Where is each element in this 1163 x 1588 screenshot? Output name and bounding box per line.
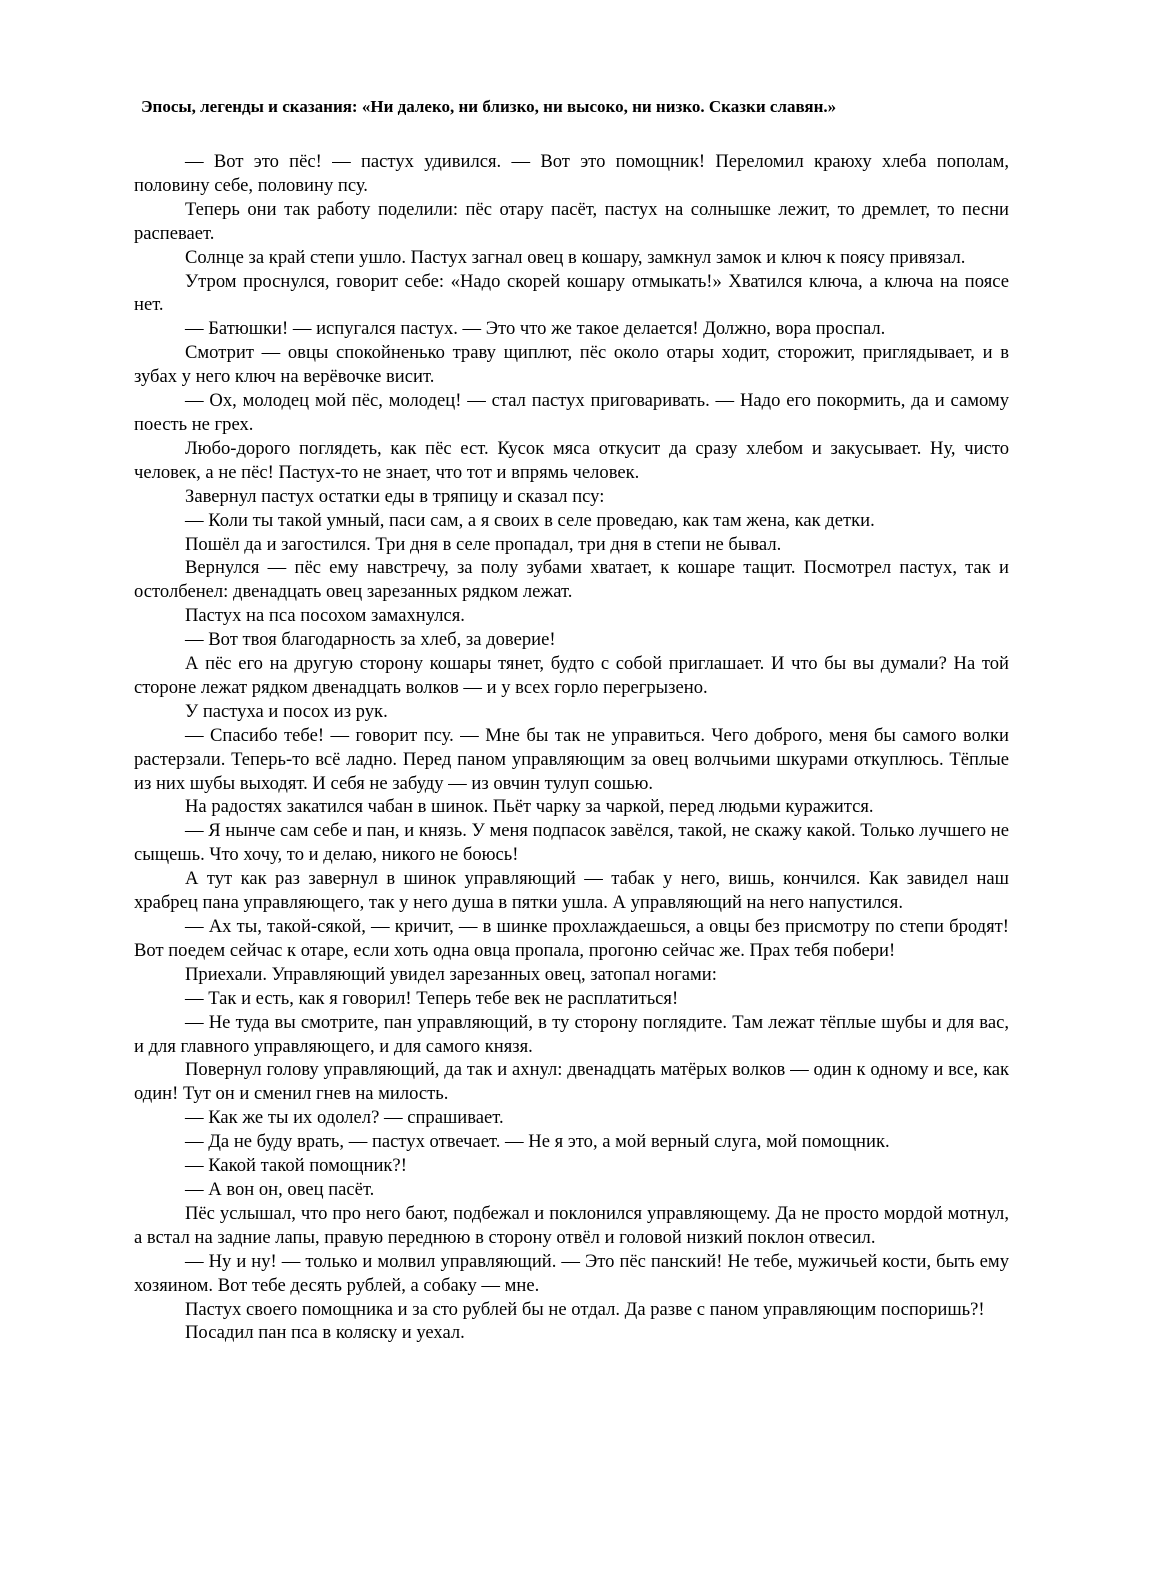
paragraph: — Так и есть, как я говорил! Теперь тебе век не расплатиться!	[185, 987, 679, 1009]
paragraph: — Не туда вы смотрите, пан управляющий, в ту сторону поглядите. Там лежат тёплые шубы и для вас, и для главного управляющего, и для самого князя.	[134, 1011, 1009, 1057]
paragraph: Любо-дорого поглядеть, как пёс ест. Кусок мяса откусит да сразу хлебом и закусывает. Ну, чисто человек, а не пёс! Пастух-то не знает, что тот и впрямь человек.	[134, 437, 1009, 483]
paragraph: — Ох, молодец мой пёс, молодец! — стал пастух приговаривать. — Надо его покормить, да и самому поесть не грех.	[134, 390, 1009, 435]
paragraph: — А вон он, овец пасёт.	[185, 1178, 375, 1200]
running-header: Эпосы, легенды и сказания: «Ни далеко, ни близко, ни высоко, ни низко. Сказки славян.»	[141, 97, 837, 116]
paragraph: — Вот это пёс! — пастух удивился. — Вот это помощник! Переломил краюху хлеба пополам, половину себе, половину псу.	[134, 151, 1009, 196]
story-text	[134, 150, 1009, 1345]
paragraph: Солнце за край степи ушло. Пастух загнал овец в кошару, замкнул замок и ключ к поясу привязал.	[185, 246, 966, 268]
paragraph: — Спасибо тебе! — говорит псу. — Мне бы так не управиться. Чего доброго, меня бы самого волки растерзали. Теперь-то всё ладно. Перед паном управляющим за овец волчьими шкурами откуплюсь. Тёплые из них шубы выходят. И себя не забуду — из овчин тулуп сошью.	[134, 724, 1009, 794]
paragraph: — Да не буду врать, — пастух отвечает. — Не я это, а мой верный слуга, мой помощник.	[185, 1131, 890, 1153]
paragraph: — Вот твоя благодарность за хлеб, за доверие!	[185, 629, 556, 651]
paragraph: А тут как раз завернул в шинок управляющий — табак у него, вишь, кончился. Как завидел наш храбрец пана управляющего, так у него душа в пятки ушла. А управляющий на него напустился.	[134, 868, 1009, 914]
paragraph: — Коли ты такой умный, паси сам, а я своих в селе проведаю, как там жена, как детки.	[185, 509, 875, 531]
paragraph: — Как же ты их одолел? — спрашивает.	[185, 1107, 504, 1129]
paragraph: А пёс его на другую сторону кошары тянет, будто с собой приглашает. И что бы вы думали? На той стороне лежат рядком двенадцать волков — и у всех горло перегрызено.	[134, 653, 1009, 698]
paragraph: Вернулся — пёс ему навстречу, за полу зубами хватает, к кошаре тащит. Посмотрел пастух, так и остолбенел: двенадцать овец зарезанных рядком лежат.	[134, 557, 1009, 603]
paragraph: Пастух своего помощника и за сто рублей бы не отдал. Да разве с паном управляющим поспоришь?!	[185, 1298, 985, 1320]
paragraph: — Какой такой помощник?!	[185, 1155, 407, 1177]
paragraph: — Ну и ну! — только и молвил управляющий. — Это пёс панский! Не тебе, мужичьей кости, быть ему хозяином. Вот тебе десять рублей, а собаку — мне.	[134, 1250, 1009, 1296]
paragraph: У пастуха и посох из рук.	[185, 700, 388, 722]
paragraph: Посадил пан пса в коляску и уехал.	[185, 1322, 465, 1344]
paragraph: — Ах ты, такой-сякой, — кричит, — в шинке прохлаждаешься, а овцы без присмотру по степи бродят! Вот поедем сейчас к отаре, если хоть одна овца пропала, прогоню сейчас же. Прах тебя побери!	[134, 916, 1009, 961]
paragraph: Утром проснулся, говорит себе: «Надо скорей кошару отмыкать!» Хватился ключа, а ключа на поясе нет.	[134, 270, 1009, 316]
paragraph: Пёс услышал, что про него бают, подбежал и поклонился управляющему. Да не просто мордой мотнул, а встал на задние лапы, правую переднюю в сторону отвёл и головой низкий поклон отвесил.	[134, 1202, 1009, 1248]
paragraph: Завернул пастух остатки еды в тряпицу и сказал псу:	[185, 485, 605, 507]
paragraph: — Батюшки! — испугался пастух. — Это что же такое делается! Должно, вора проспал.	[185, 318, 886, 340]
paragraph: Пастух на пса посохом замахнулся.	[185, 605, 465, 627]
paragraph: На радостях закатился чабан в шинок. Пьёт чарку за чаркой, перед людьми куражится.	[185, 796, 874, 818]
paragraph: Повернул голову управляющий, да так и ахнул: двенадцать матёрых волков — один к одному и все, как один! Тут он и сменил гнев на милость.	[134, 1059, 1009, 1105]
paragraph: Приехали. Управляющий увидел зарезанных овец, затопал ногами:	[185, 963, 717, 985]
paragraph: Смотрит — овцы спокойненько траву щиплют, пёс около отары ходит, сторожит, приглядывает, и в зубах у него ключ на верёвочке висит.	[134, 342, 1009, 388]
paragraph: Теперь они так работу поделили: пёс отару пасёт, пастух на солнышке лежит, то дремлет, то песни распевает.	[134, 198, 1009, 244]
paragraph: Пошёл да и загостился. Три дня в селе пропадал, три дня в степи не бывал.	[185, 533, 782, 555]
paragraph: — Я нынче сам себе и пан, и князь. У меня подпасок завёлся, такой, не скажу какой. Только лучшего не сыщешь. Что хочу, то и делаю, никого не боюсь!	[134, 820, 1009, 866]
